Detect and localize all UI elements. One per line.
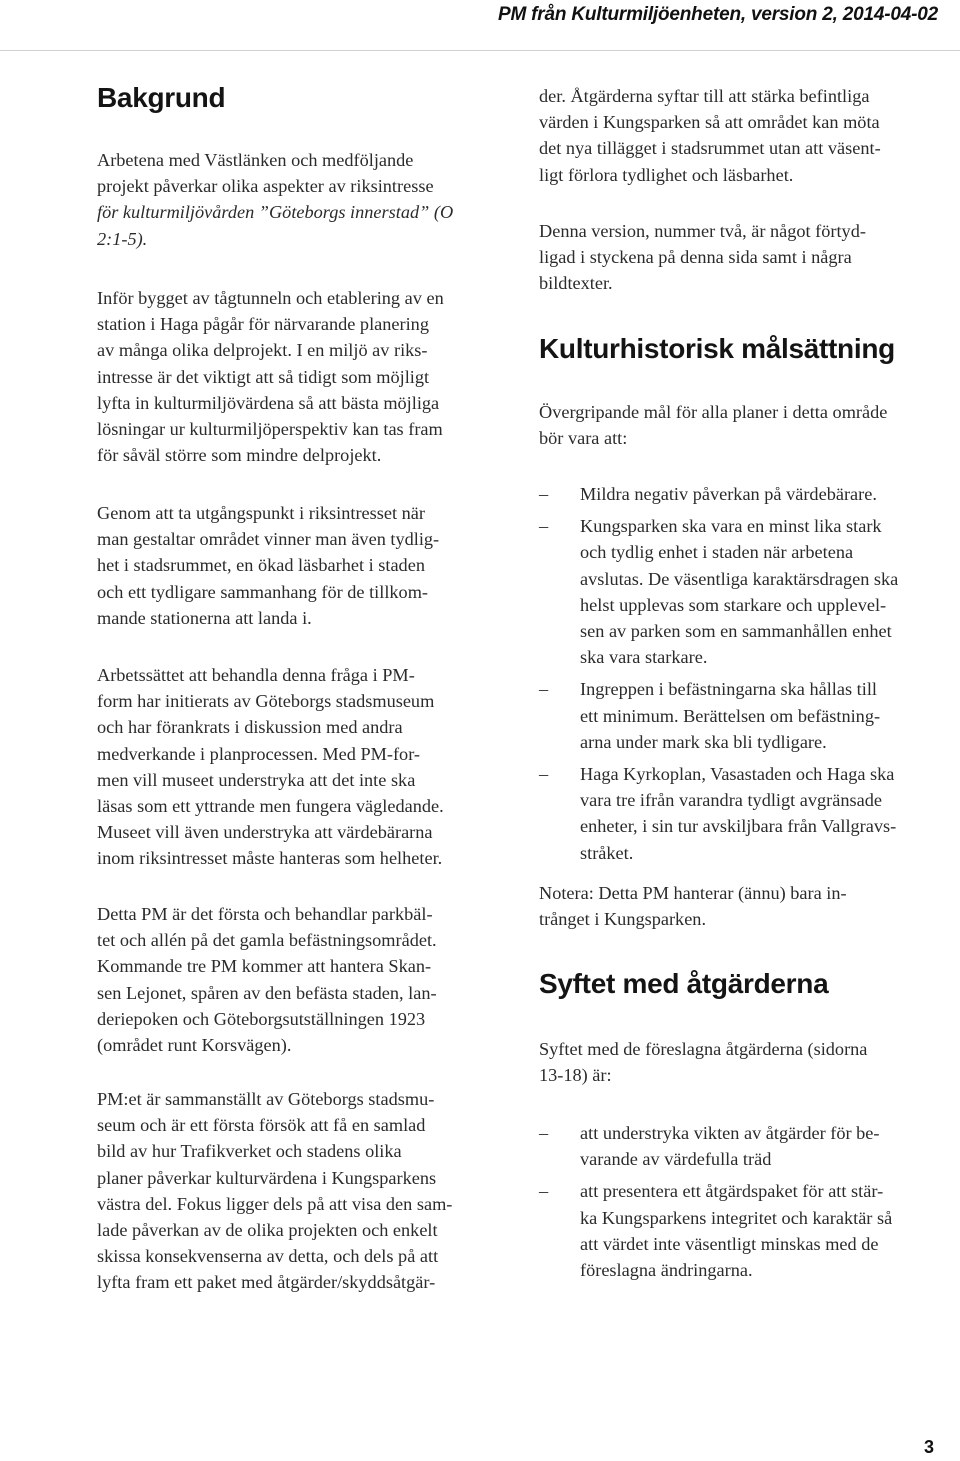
goals-list [539, 481, 898, 866]
page-header [0, 0, 960, 51]
list-dash: – [539, 764, 549, 785]
list-item: – Kungsparken ska vara en minst lika stark och tydlig enhet i staden när arbetena avslutas. De väsentliga karaktärsdragen ska helst upplevas som starkare och upplevel- sen av parken som en sammanhållen enhet ska vara starkare. [539, 513, 898, 670]
heading-syftet-med-atgarderna: Syftet med åtgärderna [539, 968, 829, 999]
purpose-list [539, 1120, 892, 1283]
list-item: – Ingreppen i befästningarna ska hållas till ett minimum. Berättelsen om befästning- arna under mark ska bli tydligare. [539, 676, 898, 755]
list-item: – att presentera ett åtgärdspaket för att stär- ka Kungsparkens integritet och karaktär så att värdet inte väsentligt minskas med de föreslagna ändringarna. [539, 1178, 892, 1283]
list-dash: – [539, 484, 549, 504]
paragraph-detta-pm: Detta PM är det första och behandlar parkbäl- tet och allén på det gamla befästningsområdet. Kommande tre PM kommer att hantera Skan- sen Lejonet, spåren av den befästa staden, lan- deriepoken och Göteborgsutställningen 1923 (området runt Korsvägen). [97, 904, 437, 1056]
heading-kulturhistorisk-malsattning: Kulturhistorisk målsättning [539, 333, 895, 364]
paragraph-syftet: Syftet med de föreslagna åtgärderna (sidorna 13-18) är: [539, 1039, 868, 1086]
header-title: PM från Kulturmiljöenheten, version 2, 2014-04-02 [497, 4, 938, 25]
page-number: 3 [923, 1437, 934, 1457]
paragraph-sammanstallt: PM:et är sammanställt av Göteborgs stadsmu- seum och är ett första försök att få en samlad bild av hur Trafikverket och stadens olika planer påverkar kulturvärdena i Kungsparkens västra del. Fokus ligger dels på att visa den sam- lade påverkan av de olika projekten och enkelt skissa konsekvenserna av detta, och dels på att lyfta fram ett paket med åtgärder/skyddsåtgär- [97, 1089, 453, 1293]
list-dash: – [539, 1181, 549, 1202]
list-dash: – [539, 1123, 549, 1143]
paragraph-riksintresse: Genom att ta utgångspunkt i riksintresset när man gestaltar området vinner man även tydlig- het i stadsrummet, en ökad läsbarhet i staden och ett tydligare sammanhang för de tillkom- mande stationerna att landa i. [97, 503, 440, 628]
paragraph-overgripande: Övergripande mål för alla planer i detta område bör vara att: [539, 402, 888, 449]
paragraph-continuation: der. Åtgärderna syftar till att stärka befintliga värden i Kungsparken så att området kan möta det nya tillägget i stadsrummet utan att väsent- ligt förlora tydlighet och läsbarhet. [539, 86, 881, 185]
list-dash: – [539, 516, 549, 537]
list-item: – Mildra negativ påverkan på värdebärare. [539, 481, 898, 507]
list-item: – att understryka vikten av åtgärder för be- varande av värdefulla träd [539, 1120, 892, 1172]
heading-bakgrund: Bakgrund [97, 82, 226, 113]
list-dash: – [539, 679, 549, 700]
paragraph-version: Denna version, nummer två, är något förtyd- ligad i styckena på denna sida samt i några bildtexter. [539, 221, 866, 294]
paragraph-notera: Notera: Detta PM hanterar (ännu) bara in- trånget i Kungsparken. [539, 883, 847, 930]
paragraph-arbetssatt: Arbetssättet att behandla denna fråga i PM- form har initierats av Göteborgs stadsmuseum och har förankrats i diskussion med andra medverkande i planprocessen. Med PM-for- men vill museet understryka att det inte ska läsas som ett yttrande men fungera vägledande. Museet vill även understryka att värdebärarna inom riksintresset måste hanteras som helheter. [97, 665, 444, 869]
paragraph-tunnel: Inför bygget av tågtunneln och etablering av en station i Haga pågår för närvarande planering av många olika delprojekt. I en miljö av riks- intresse är det viktigt att så tidigt som möjligt lyfta in kulturmiljövärdena så att bästa möjliga lösningar ur kulturmiljöperspektiv kan tas fram för såväl större som mindre delprojekt. [97, 288, 444, 466]
paragraph-intro: Arbetena med Västlänken och medföljande projekt påverkar olika aspekter av riksintresse för kulturmiljövården ”Göteborgs innerstad” (O 2:1-5). [97, 150, 454, 249]
list-item: – Haga Kyrkoplan, Vasastaden och Haga ska vara tre ifrån varandra tydligt avgränsade enheter, i sin tur avskiljbara från Vallgravs- stråket. [539, 761, 898, 866]
